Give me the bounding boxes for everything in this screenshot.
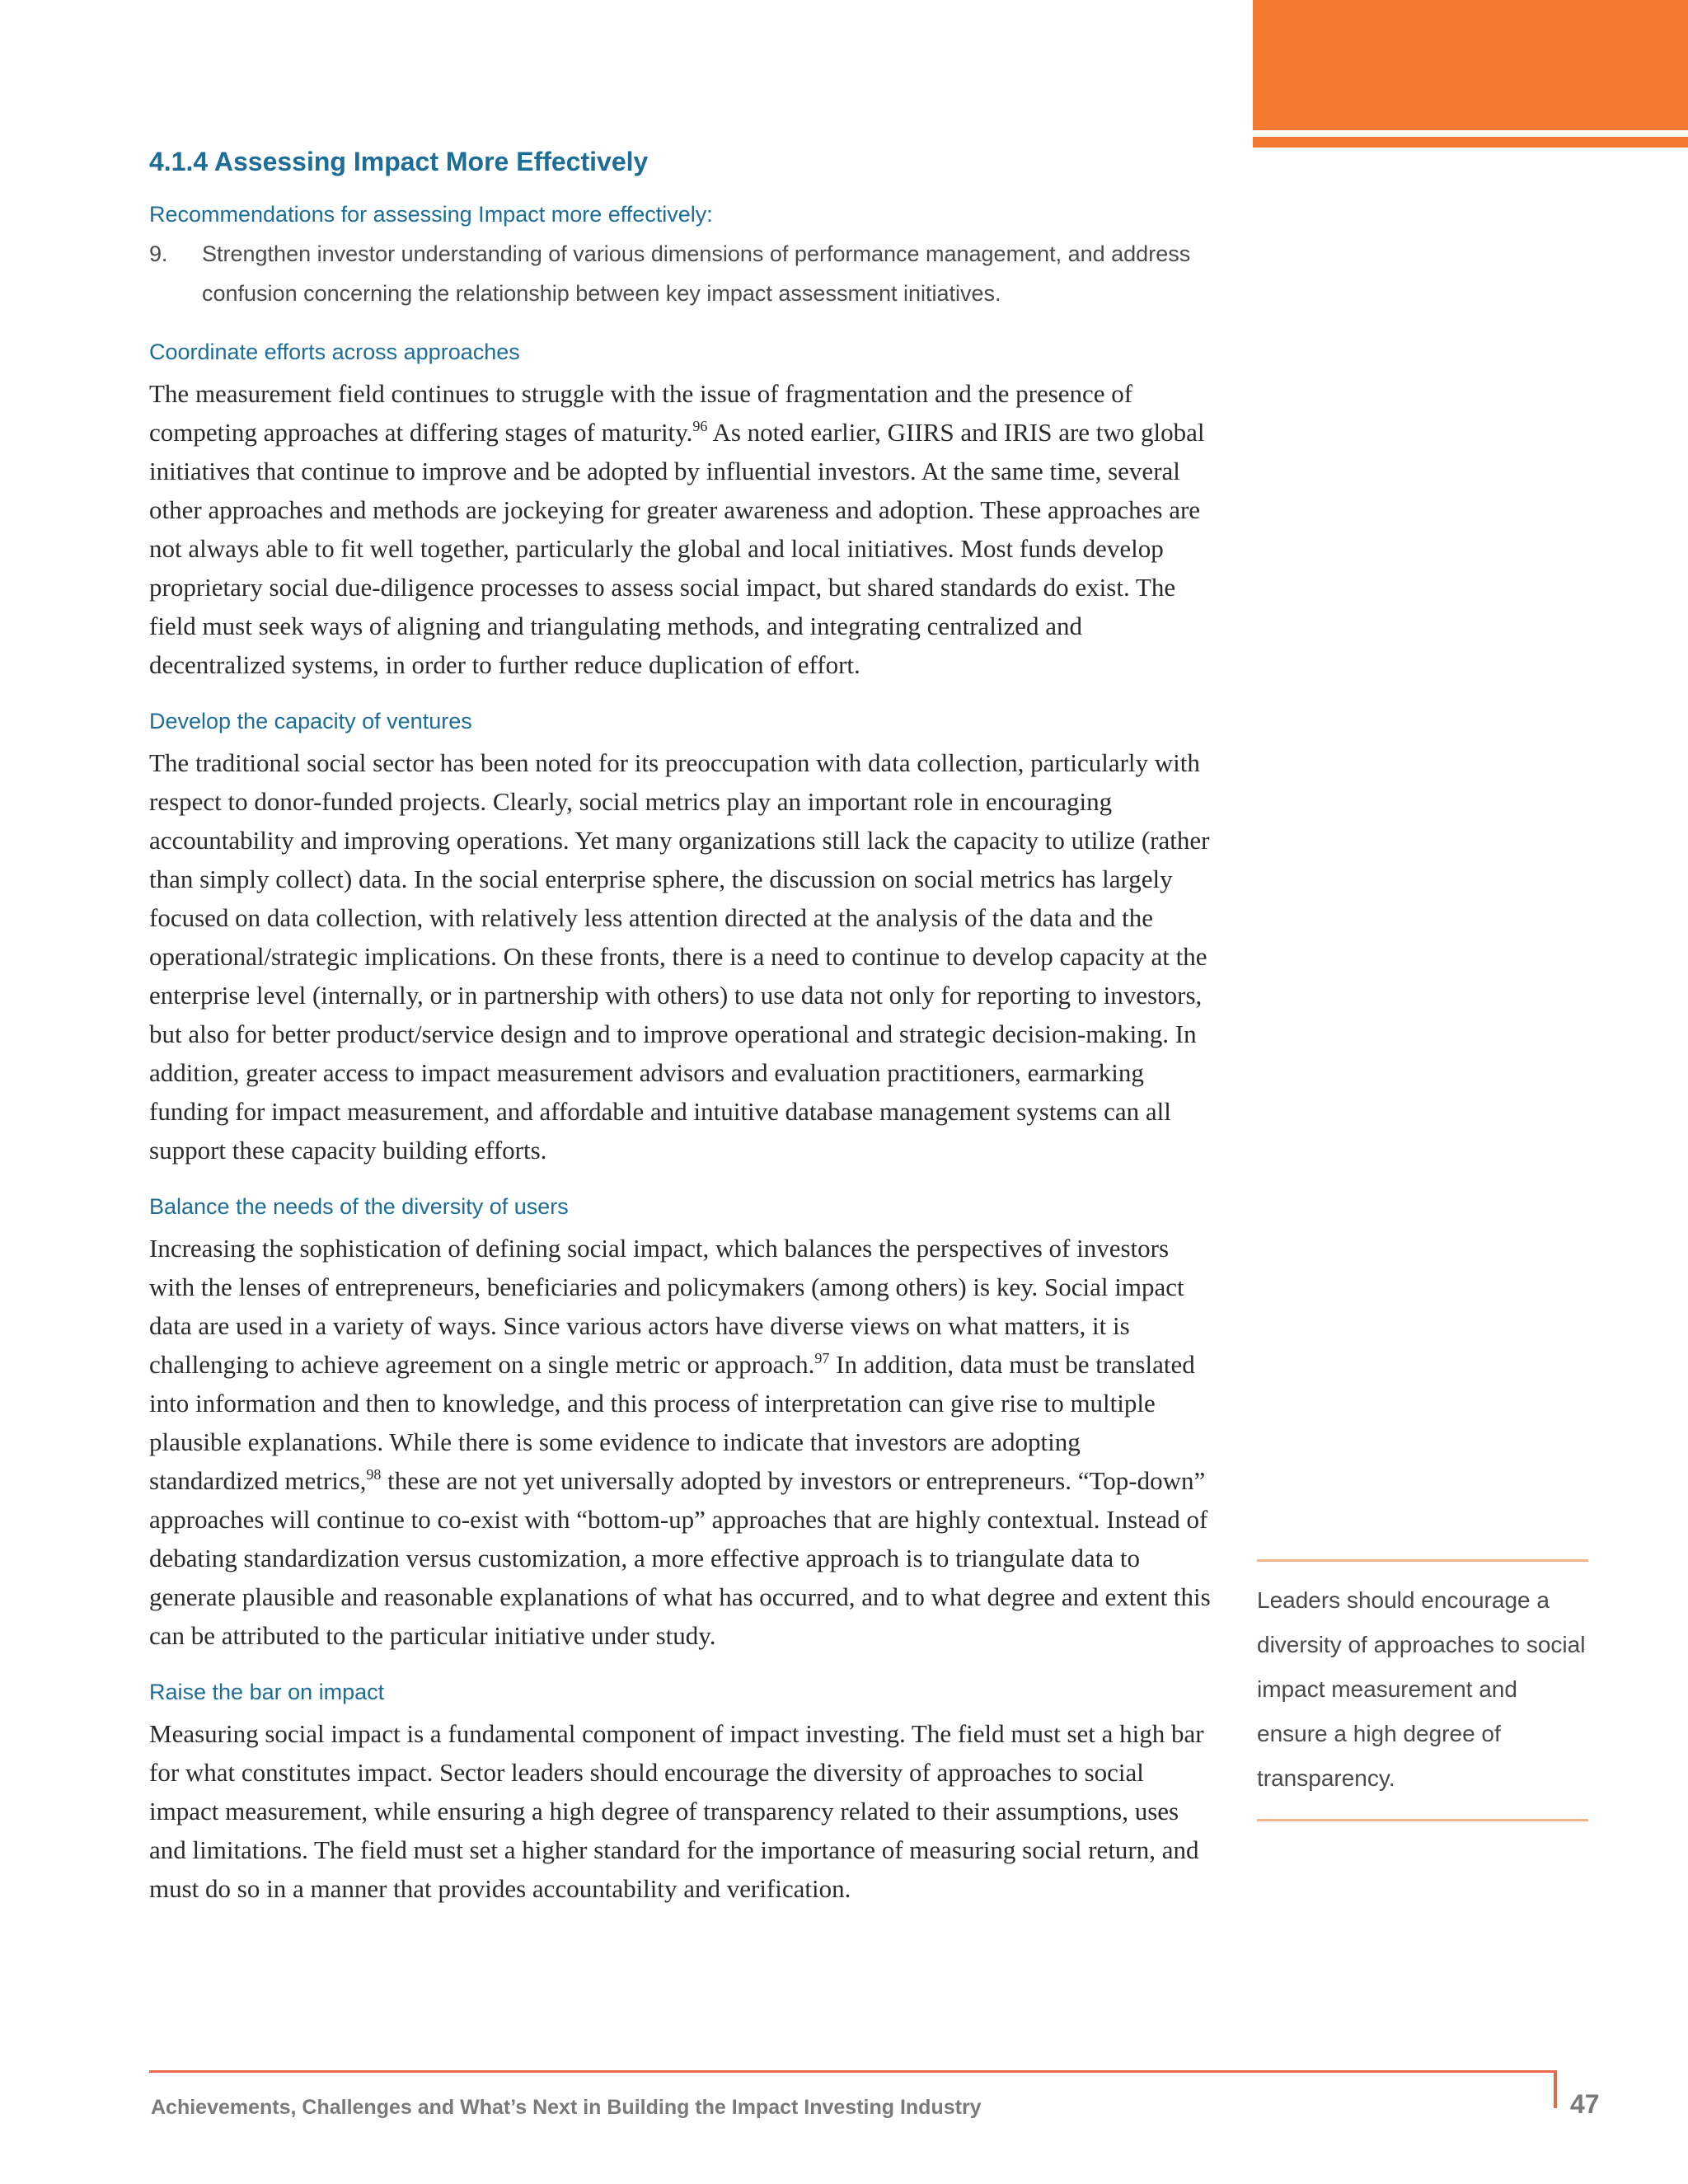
footer-title: Achievements, Challenges and What’s Next in Building the Impact Investing Industry <box>151 2096 982 2119</box>
paragraph-develop-capacity: The traditional social sector has been noted for its preoccupation with data collection, particularly with respect to donor-funded projects. Clearly, social metrics play an important role in encouraging accountability and improving operations. Yet many organizations still lack the capacity to utilize (rather than simply collect) data. In the social enterprise sphere, the discussion on social metrics has largely focused on data collection, with relatively less attention directed at the analysis of the data and the operational/strategic implications. On these fronts, there is a need to continue to develop capacity at the enterprise level (internally, or in partnership with others) to use data not only for reporting to investors, but also for better product/service design and to improve operational and strategic decision-making. In addition, greater access to impact measurement advisors and evaluation practitioners, earmarking funding for impact measurement, and affordable and intuitive database management systems can all support these capacity building efforts. <box>149 748 1210 1165</box>
footnote-ref: 97 <box>814 1350 830 1366</box>
subheading-balance-needs: Balance the needs of the diversity of users <box>149 1194 569 1219</box>
recommendation-item <box>149 234 1212 313</box>
subheading-develop-capacity: Develop the capacity of ventures <box>149 709 472 733</box>
paragraph-text: these are not yet universally adopted by investors or entrepreneurs. “Top-down” approaches will continue to co-exist with “bottom-up” approaches that are highly contextual. Instead of debating standardization versus customization, a more effective approach is to triangulate data to generate plausible and reasonable explanations of what has occurred, and to what degree and extent this can be attributed to the particular initiative under study. <box>149 1466 1211 1650</box>
paragraph-balance-needs <box>149 1229 1212 1655</box>
paragraph-text: In addition, data must be translated into information and then to knowledge, and this process of interpretation can give rise to multiple plausible explanations. While there is some evidence to indicate that investors are adopting standardized metrics, <box>149 1350 1195 1495</box>
pull-quote: Leaders should encourage a diversity of approaches to social impact measurement and ensure a high degree of transparency. <box>1257 1559 1588 1821</box>
recommendation-number: 9. <box>149 241 168 266</box>
main-content <box>149 138 1212 1908</box>
recommendations-lead: Recommendations for assessing Impact more effectively: <box>149 202 713 227</box>
paragraph-raise-bar: Measuring social impact is a fundamental component of impact investing. The field must set a high bar for what constitutes impact. Sector leaders should encourage the diversity of approaches to social impact measurement, while ensuring a high degree of transparency related to their assumptions, uses and limitations. The field must set a higher standard for the importance of measuring social return, and must do so in a manner that provides accountability and verification. <box>149 1719 1204 1903</box>
footnote-ref: 96 <box>692 418 708 434</box>
footer-rule <box>149 2070 1556 2073</box>
footnote-ref: 98 <box>366 1466 382 1483</box>
subheading-coordinate-efforts: Coordinate efforts across approaches <box>149 340 520 364</box>
header-orange-block <box>1253 0 1688 130</box>
recommendation-text: Strengthen investor understanding of various dimensions of performance management, and address confusion concerning the relationship between key impact assessment initiatives. <box>202 241 1191 306</box>
section-title: 4.1.4 Assessing Impact More Effectively <box>149 147 649 176</box>
paragraph-text: Increasing the sophistication of defining social impact, which balances the perspectives of investors with the lenses of entrepreneurs, beneficiaries and policymakers (among others) is key. Social impact data are used in a variety of ways. Since various actors have diverse views on what matters, it is challenging to achieve agreement on a single metric or approach. <box>149 1234 1184 1379</box>
footer-rule-corner <box>1554 2070 1557 2108</box>
header-orange-rule <box>1253 137 1688 148</box>
subheading-raise-bar: Raise the bar on impact <box>149 1680 385 1704</box>
paragraph-coordinate-efforts <box>149 374 1212 684</box>
paragraph-text: The measurement field continues to struggle with the issue of fragmentation and the presence of competing approaches at differing stages of maturity. <box>149 379 1133 447</box>
page-number: 47 <box>1570 2089 1600 2119</box>
paragraph-text: As noted earlier, GIIRS and IRIS are two global initiatives that continue to improve and be adopted by influential investors. At the same time, several other approaches and methods are jockeying for greater awareness and adoption. These approaches are not always able to fit well together, particularly the global and local initiatives. Most funds develop proprietary social due-diligence processes to assess social impact, but shared standards do exist. The field must seek ways of aligning and triangulating methods, and integrating centralized and decentralized systems, in order to further reduce duplication of effort. <box>149 418 1205 679</box>
